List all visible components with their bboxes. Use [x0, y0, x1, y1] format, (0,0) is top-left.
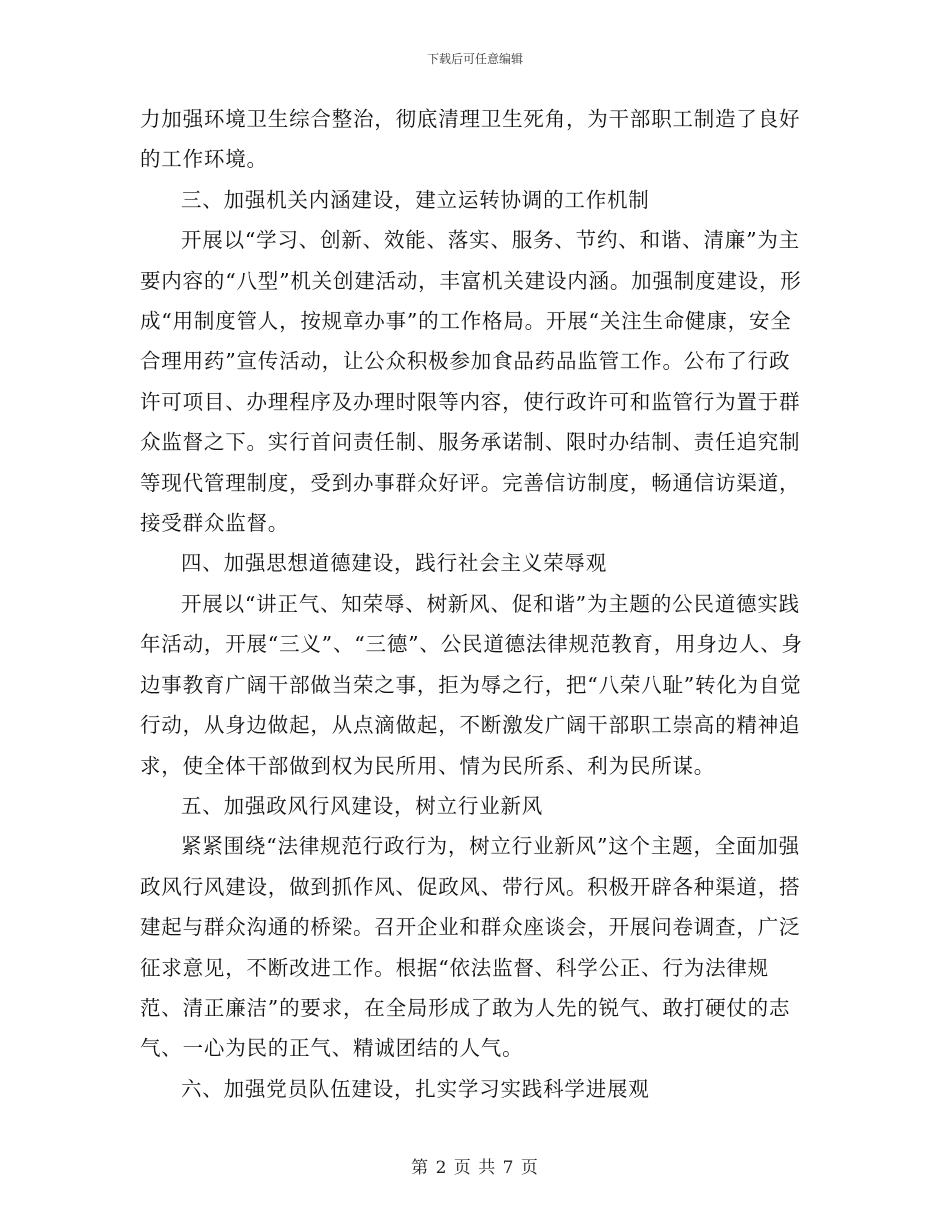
page-number: 第 2 页 共 7 页 [411, 1158, 539, 1178]
paragraph-section-5: 紧紧围绕“法律规范行政行为，树立行业新风”这个主题，全面加强政风行风建设，做到抓作风、促政风、带行风。积极开辟各种渠道，搭建起与群众沟通的桥梁。召开企业和群众座谈会，开展问卷调查，广泛征求意见，不断改进工作。根据“依法监督、科学公正、行为法律规范、清正廉洁”的要求，在全局形成了敢为人先的锐气、敢打硬仗的志气、一心为民的正气、精诚团结的人气。 [140, 834, 801, 1061]
page-header: 下载后可任意编辑 [426, 52, 523, 66]
section-heading-3: 三、加强机关内涵建设，建立运转协调的工作机制 [181, 187, 650, 212]
section-heading-5: 五、加强政风行风建设，树立行业新风 [181, 793, 544, 818]
document-body [140, 99, 810, 1109]
paragraph-continuation: 力加强环境卫生综合整治，彻底清理卫生死角，为干部职工制造了良好的工作环境。 [140, 107, 801, 172]
section-heading-6: 六、加强党员队伍建设，扎实学习实践科学进展观 [181, 1076, 650, 1101]
section-heading-4: 四、加强思想道德建设，践行社会主义荣辱观 [181, 551, 607, 576]
paragraph-section-3: 开展以“学习、创新、效能、落实、服务、节约、和谐、清廉”为主要内容的“八型”机关创建活动，丰富机关建设内涵。加强制度建设，形成“用制度管人，按规章办事”的工作格局。开展“关注生命健康，安全合理用药”宣传活动，让公众积极参加食品药品监管工作。公布了行政许可项目、办理程序及办理时限等内容，使行政许可和监管行为置于群众监督之下。实行首问责任制、服务承诺制、限时办结制、责任追究制等现代管理制度，受到办事群众好评。完善信访制度，畅通信访渠道，接受群众监督。 [140, 228, 802, 536]
paragraph-section-4: 开展以“讲正气、知荣辱、树新风、促和谐”为主题的公民道德实践年活动，开展“三义”、“三德”、公民道德法律规范教育，用身边人、身边事教育广阔干部做当荣之事，拒为辱之行，把“八荣八耻”转化为自觉行动，从身边做起，从点滴做起，不断激发广阔干部职工崇高的精神追求，使全体干部做到权为民所用、情为民所系、利为民所谋。 [140, 591, 803, 778]
